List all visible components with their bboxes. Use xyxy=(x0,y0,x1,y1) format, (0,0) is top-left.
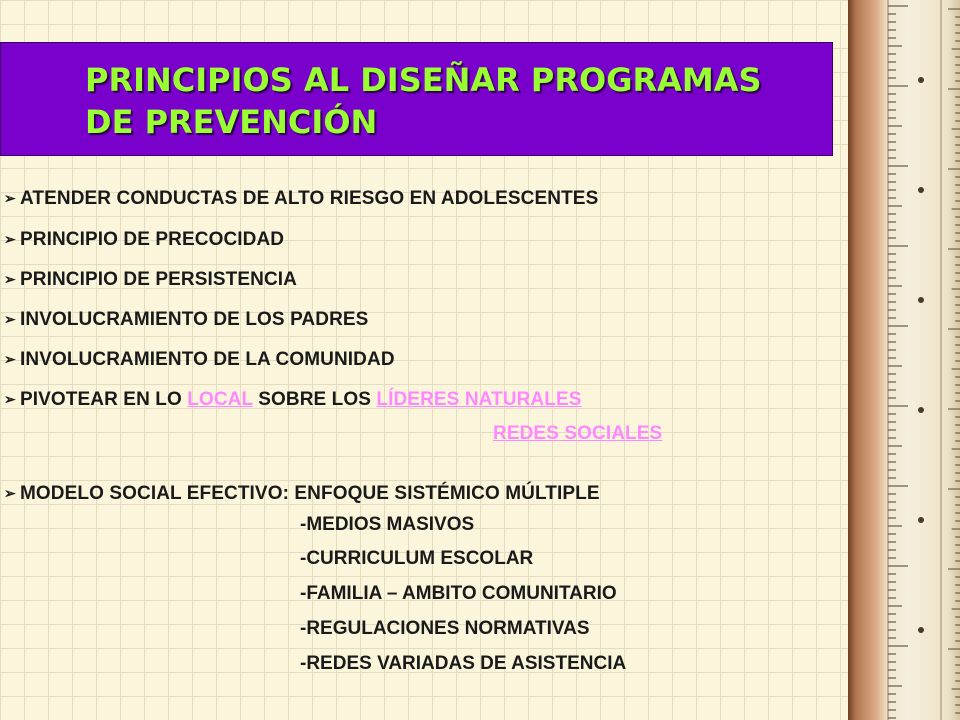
bullet-item: ➢ PRINCIPIO DE PERSISTENCIA xyxy=(4,269,297,290)
link-row-redes xyxy=(493,423,662,445)
bullet-item-model: ➢ MODELO SOCIAL EFECTIVO: ENFOQUE SISTÉMICO MÚLTIPLE xyxy=(4,483,600,504)
arrow-bullet-icon: ➢ xyxy=(4,311,16,327)
arrow-bullet-icon: ➢ xyxy=(4,351,16,367)
sub-item: -REGULACIONES NORMATIVAS xyxy=(300,618,590,639)
arrow-bullet-icon: ➢ xyxy=(4,231,16,247)
arrow-bullet-icon: ➢ xyxy=(4,485,16,501)
slide-title: PRINCIPIOS AL DISEÑAR PROGRAMAS DE PREVENCIÓN xyxy=(85,61,762,141)
sub-item: -MEDIOS MASIVOS xyxy=(300,514,475,535)
link-redes-sociales[interactable]: REDES SOCIALES xyxy=(493,423,663,444)
bullet-item: ➢ ATENDER CONDUCTAS DE ALTO RIESGO EN ADOLESCENTES xyxy=(4,188,599,209)
ruler-ticks xyxy=(848,0,960,720)
title-banner xyxy=(0,42,833,156)
link-local[interactable]: LOCAL xyxy=(187,389,253,410)
sub-item: -REDES VARIADAS DE ASISTENCIA xyxy=(300,653,627,674)
sub-item: -CURRICULUM ESCOLAR xyxy=(300,548,534,569)
arrow-bullet-icon: ➢ xyxy=(4,271,16,287)
arrow-bullet-icon: ➢ xyxy=(4,391,16,407)
ruler-decoration xyxy=(848,0,960,720)
bullet-item: ➢ PRINCIPIO DE PRECOCIDAD xyxy=(4,229,285,250)
arrow-bullet-icon: ➢ xyxy=(4,190,16,206)
sub-item: -FAMILIA – AMBITO COMUNITARIO xyxy=(300,583,617,604)
bullet-item-pivot: ➢ PIVOTEAR EN LO LOCAL SOBRE LOS LÍDERES NATURALES xyxy=(4,389,582,410)
bullet-item: ➢ INVOLUCRAMIENTO DE LOS PADRES xyxy=(4,309,369,330)
link-lideres-naturales[interactable]: LÍDERES NATURALES xyxy=(376,389,582,410)
bullet-item: ➢ INVOLUCRAMIENTO DE LA COMUNIDAD xyxy=(4,349,395,370)
